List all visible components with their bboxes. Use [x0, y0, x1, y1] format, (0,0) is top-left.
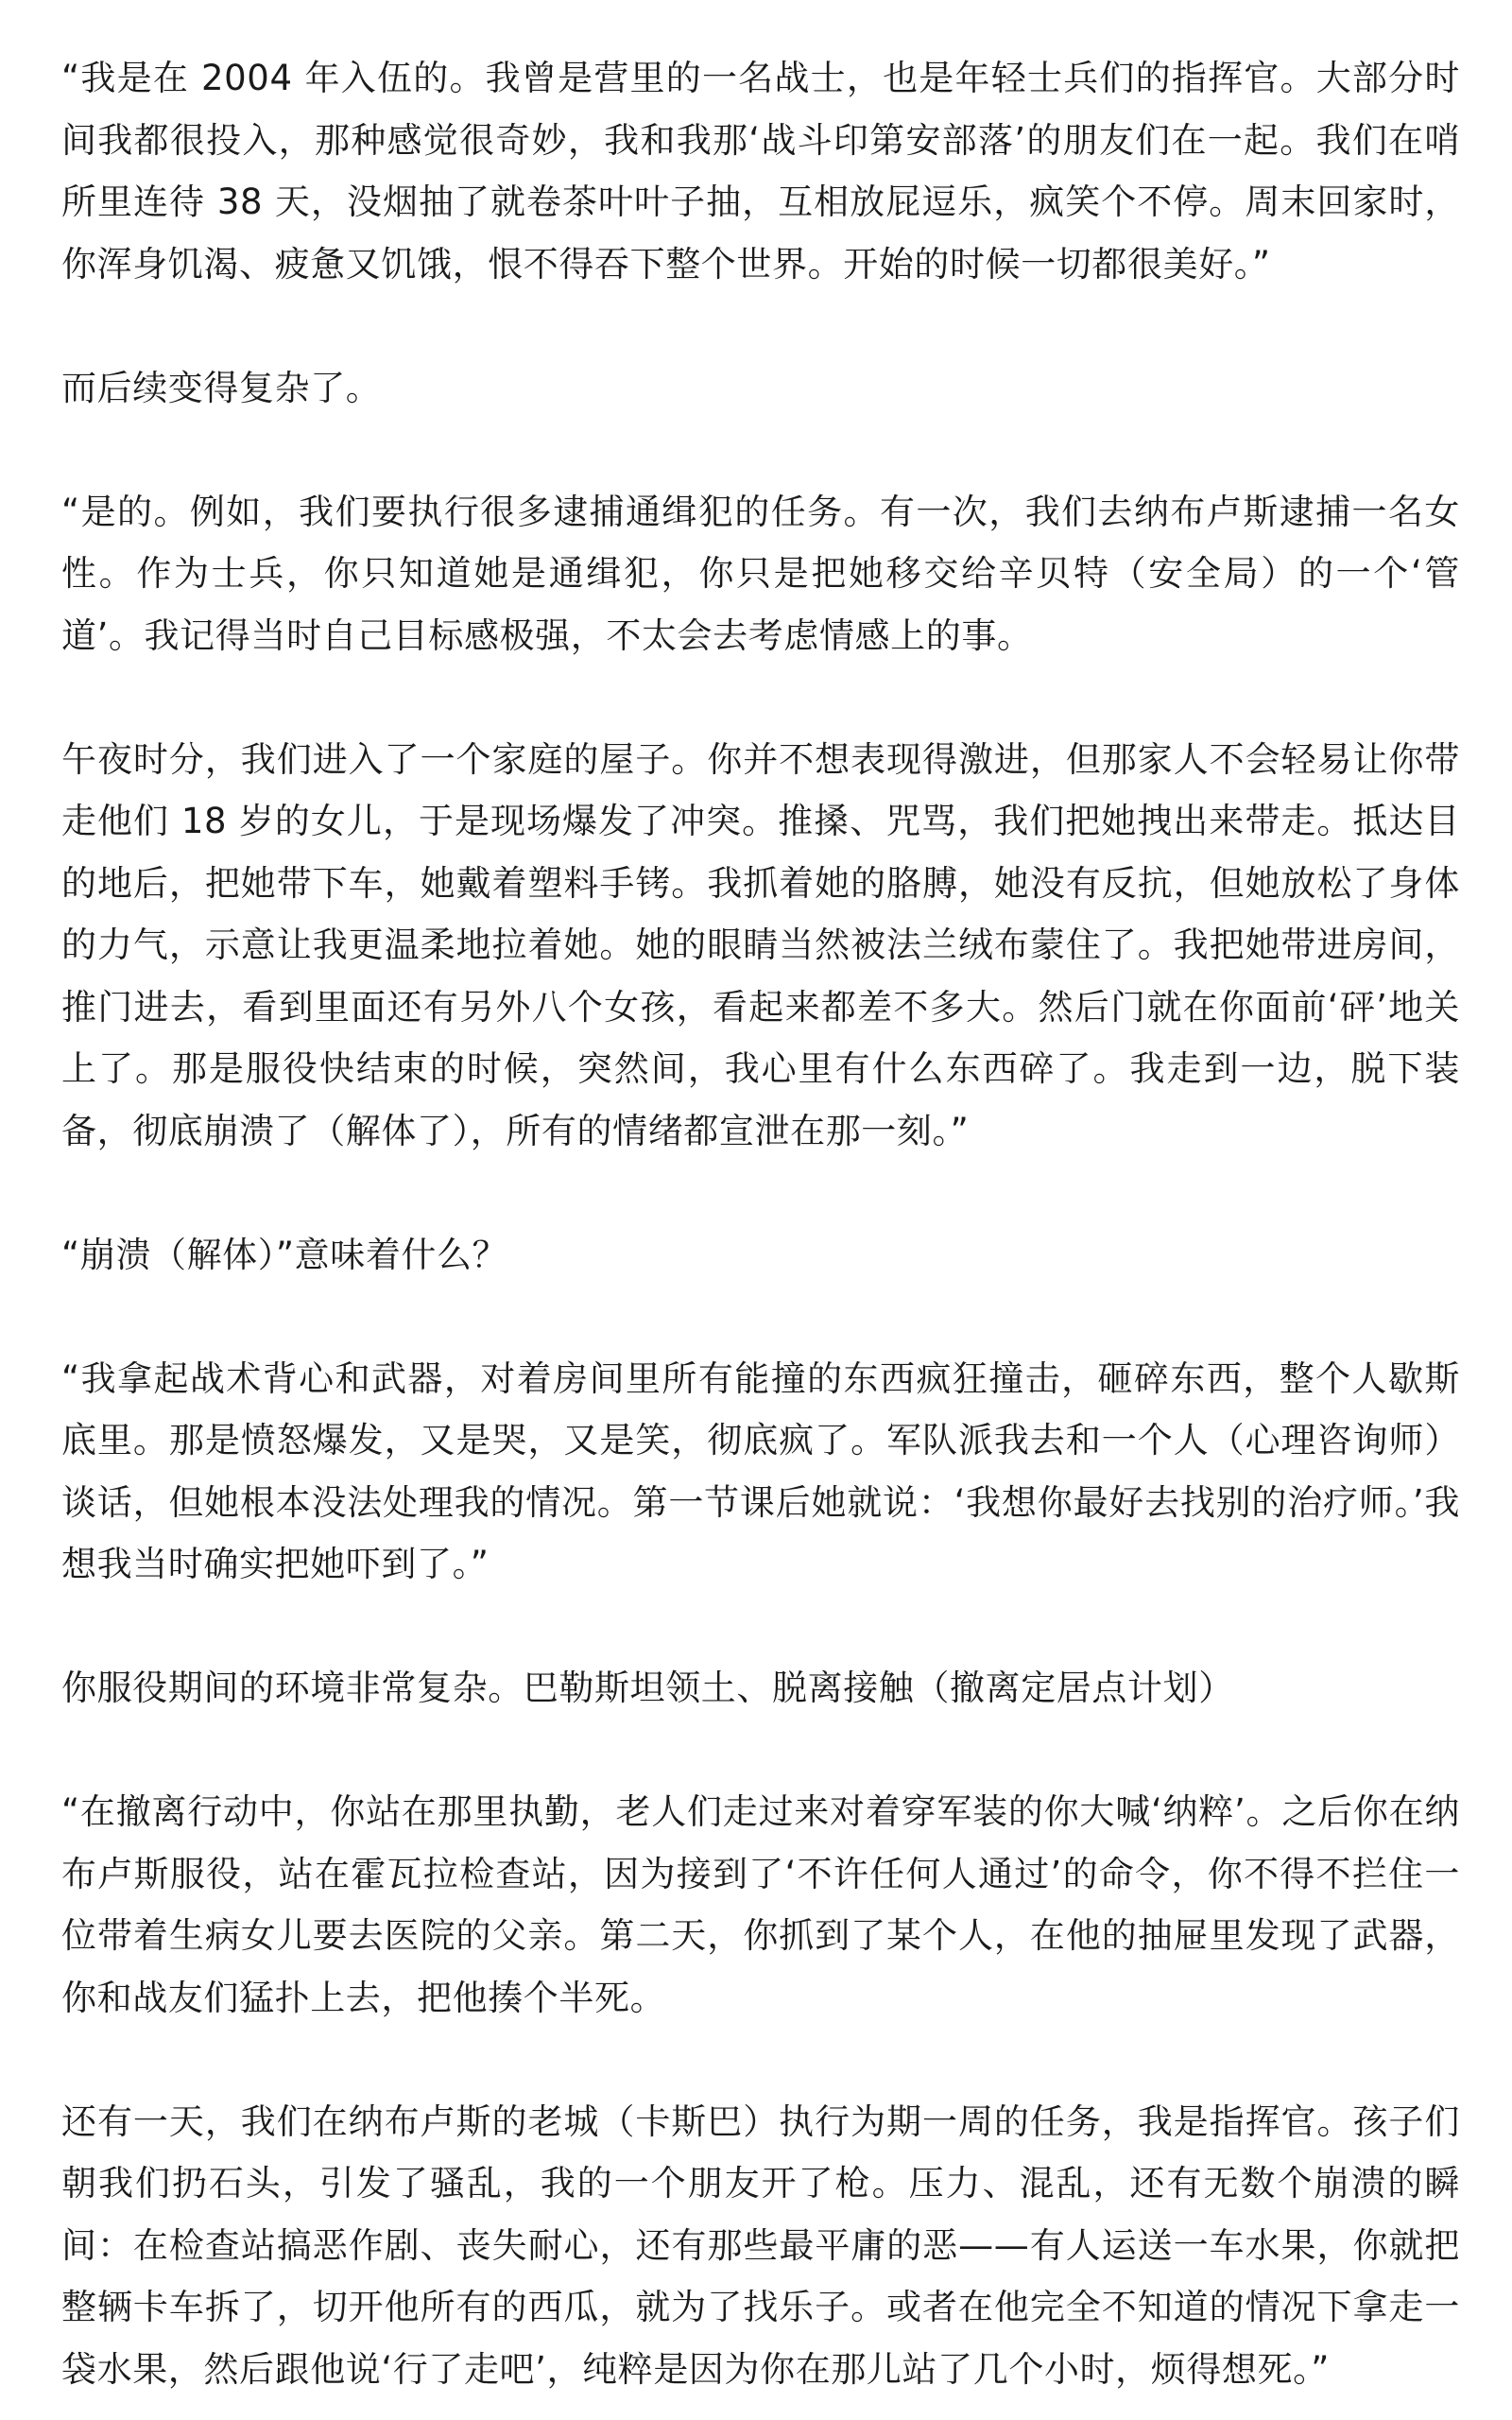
- paragraph-midnight-arrest: 午夜时分，我们进入了一个家庭的屋子。你并不想表现得激进，但那家人不会轻易让你带走他们 18 岁的女儿，于是现场爆发了冲突。推搡、咒骂，我们把她拽出来带走。抵达目的地后，把她带下车，她戴着塑料手铐。我抓着她的胳膊，她没有反抗，但她放松了身体的力气，示意让我更温柔地拉着她。她的眼睛当然被法兰绒布蒙住了。我把她带进房间，推门进去，看到里面还有另外八个女孩，看起来都差不多大。然后门就在你面前‘砰’地关上了。那是服役快结束的时候，突然间，我心里有什么东西碎了。我走到一边，脱下装备，彻底崩溃了（解体了），所有的情绪都宣泄在那一刻。”: [61, 738, 1460, 1151]
- paragraph-interviewer-remark: 而后续变得复杂了。: [61, 367, 382, 408]
- paragraph-spacer: [61, 666, 1460, 729]
- paragraph-old-city-mission: 还有一天，我们在纳布卢斯的老城（卡斯巴）执行为期一周的任务，我是指挥官。孩子们朝我们扔石头，引发了骚乱，我的一个朋友开了枪。压力、混乱，还有无数个崩溃的瞬间：在检查站搞恶作剧、丧失耐心，还有那些最平庸的恶——有人运送一车水果，你就把整辆卡车拆了，切开他所有的西瓜，就为了找乐子。或者在他完全不知道的情况下拿走一袋水果，然后跟他说‘行了走吧’，纯粹是因为你在那儿站了几个小时，烦得想死。”: [61, 2100, 1460, 2390]
- paragraph-spacer: [61, 295, 1460, 357]
- paragraph-enlistment-memory: “我是在 2004 年入伍的。我曾是营里的一名战士，也是年轻士兵们的指挥官。大部分时间我都很投入，那种感觉很奇妙，我和我那‘战斗印第安部落’的朋友们在一起。我们在哨所里连待 38 天，没烟抽了就卷茶叶叶子抽，互相放屁逗乐，疯笑个不停。周末回家时，你浑身饥渴、疲惫又饥饿，恨不得吞下整个世界。开始的时候一切都很美好。”: [61, 58, 1460, 285]
- paragraph-interviewer-question: “崩溃（解体）”意味着什么？: [61, 1234, 508, 1275]
- article-body: [61, 47, 1460, 2400]
- paragraph-arrest-missions: “是的。例如，我们要执行很多逮捕通缉犯的任务。有一次，我们去纳布卢斯逮捕一名女性。作为士兵，你只知道她是通缉犯，你只是把她移交给辛贝特（安全局）的一个‘管道’。我记得当时自己目标感极强，不太会去考虑情感上的事。: [61, 491, 1460, 656]
- paragraph-spacer: [61, 1720, 1460, 1782]
- paragraph-spacer: [61, 2029, 1460, 2091]
- paragraph-spacer: [61, 1596, 1460, 1658]
- paragraph-interviewer-context: 你服役期间的环境非常复杂。巴勒斯坦领土、脱离接触（撤离定居点计划）: [61, 1668, 1234, 1708]
- paragraph-spacer: [61, 1286, 1460, 1348]
- paragraph-breakdown-description: “我拿起战术背心和武器，对着房间里所有能撞的东西疯狂撞击，砸碎东西，整个人歇斯底里。那是愤怒爆发，又是哭，又是笑，彻底疯了。军队派我去和一个人（心理咨询师）谈话，但她根本没法处理我的情况。第一节课后她就说：‘我想你最好去找别的治疗师。’我想我当时确实把她吓到了。”: [61, 1357, 1460, 1584]
- paragraph-spacer: [61, 1162, 1460, 1224]
- paragraph-spacer: [61, 419, 1460, 481]
- paragraph-evacuation-checkpoint: “在撤离行动中，你站在那里执勤，老人们走过来对着穿军装的你大喊‘纳粹’。之后你在纳布卢斯服役，站在霍瓦拉检查站，因为接到了‘不许任何人通过’的命令，你不得不拦住一位带着生病女儿要去医院的父亲。第二天，你抓到了某个人，在他的抽屉里发现了武器，你和战友们猛扑上去，把他揍个半死。: [61, 1791, 1460, 2018]
